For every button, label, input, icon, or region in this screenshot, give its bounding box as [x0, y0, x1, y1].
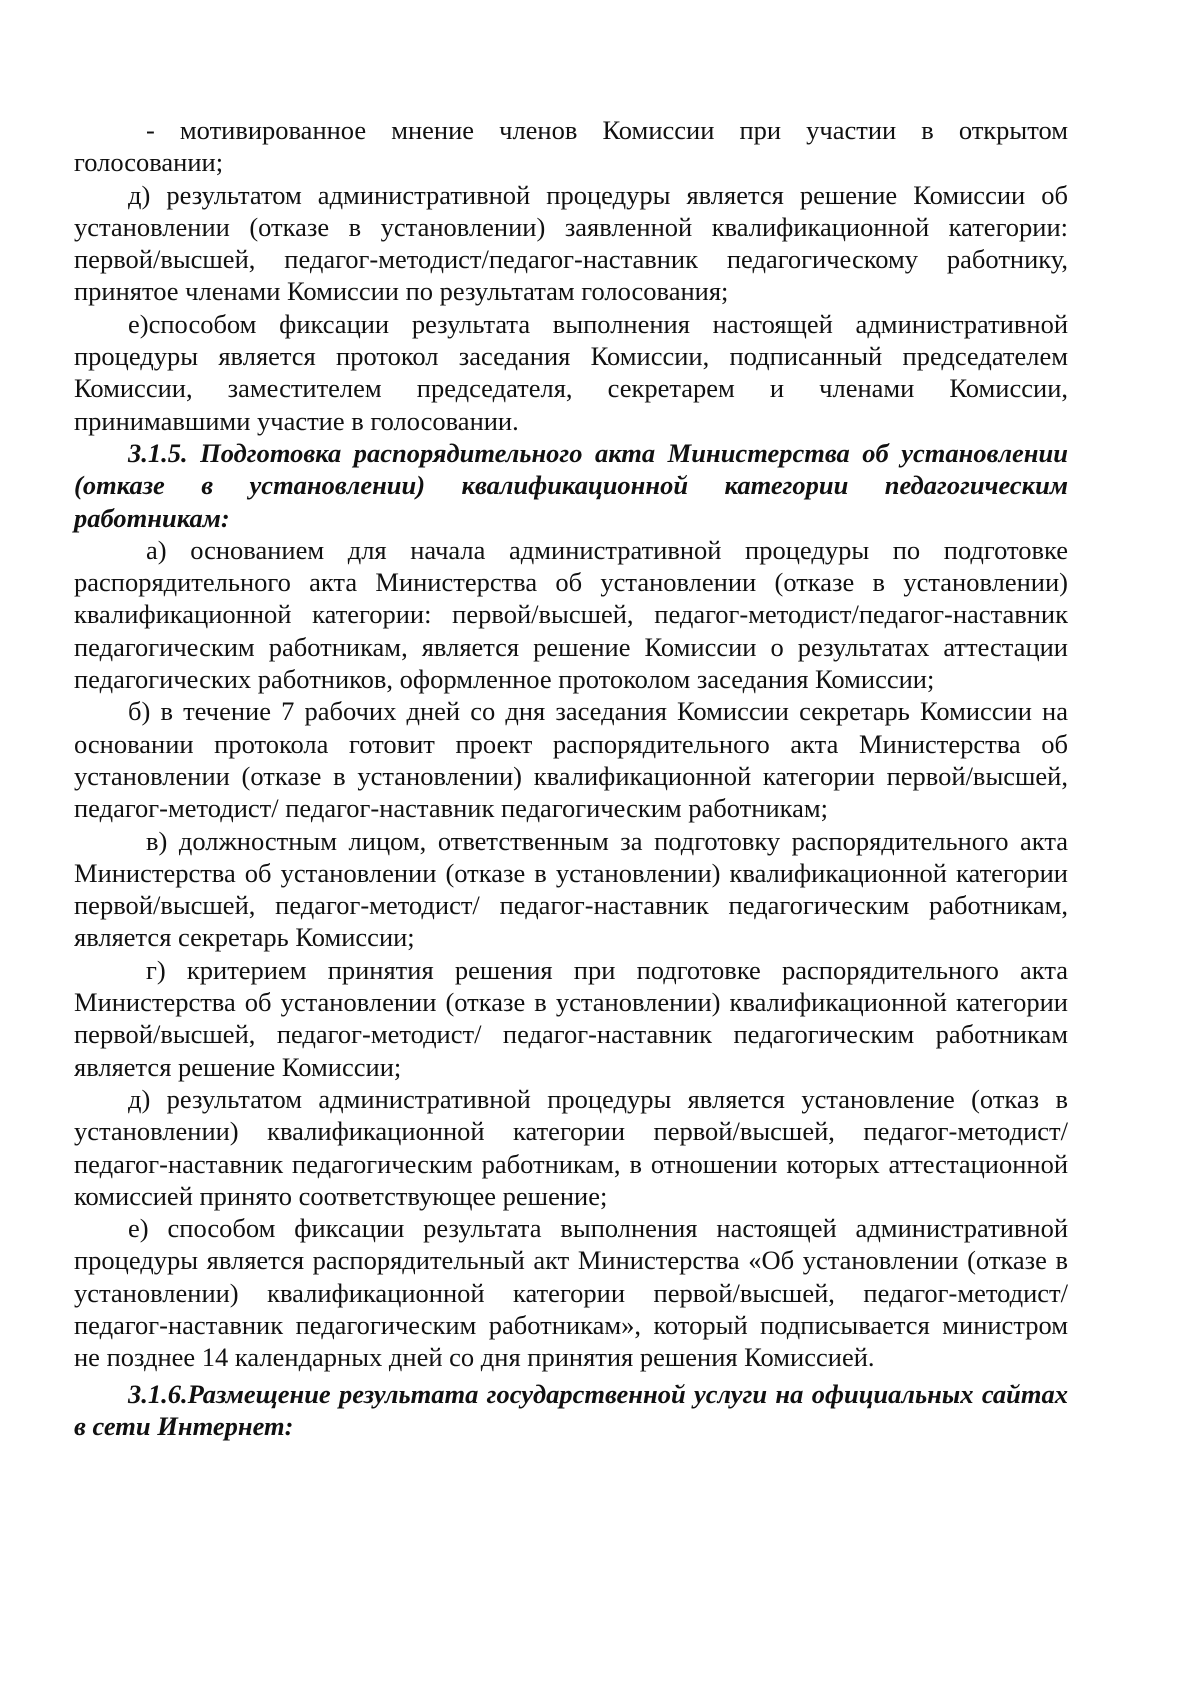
paragraph-d-establishment: д) результатом административной процедуры является установление (отказ в установлении) квалификационной категории первой/высшей, педагог-методист/ педагог-наставник педагогическим работникам, в отношении которых аттестационной комиссией принято соответствующее решение; [74, 1083, 1068, 1211]
paragraph-d-commission-result: д) результатом административной процедуры является решение Комиссии об установлении (отказе в установлении) заявленной квалификационной категории: первой/высшей, педагог-методист/педагог-наставник педагогическому работнику, принятое членами Комиссии по результатам голосования; [74, 179, 1068, 307]
paragraph-v-official: в) должностным лицом, ответственным за подготовку распорядительного акта Министерства об установлении (отказе в установлении) квалификационной категории первой/высшей, педагог-методист/ педагог-наставник педагогическим работникам, является секретарь Комиссии; [74, 825, 1068, 953]
paragraph-g-criterion: г) критерием принятия решения при подготовке распорядительного акта Министерства об установлении (отказе в установлении) квалификационной категории первой/высшей, педагог-методист/ педагог-наставник педагогическим работникам является решение Комиссии; [74, 954, 1068, 1082]
paragraph-e-protocol: е)способом фиксации результата выполнения настоящей административной процедуры является протокол заседания Комиссии, подписанный председателем Комиссии, заместителем председателя, секретарем и членами Комиссии, принимавшими участие в голосовании. [74, 308, 1068, 436]
document-page [74, 114, 1068, 1442]
section-heading-3-1-5: 3.1.5. Подготовка распорядительного акта Министерства об установлении (отказе в установлении) квалификационной категории педагогическим работникам: [74, 437, 1068, 533]
paragraph-b-seven-days: б) в течение 7 рабочих дней со дня заседания Комиссии секретарь Комиссии на основании протокола готовит проект распорядительного акта Министерства об установлении (отказе в установлении) квалификационной категории первой/высшей, педагог-методист/ педагог-наставник педагогическим работникам; [74, 696, 1068, 824]
paragraph-motivated-opinion: - мотивированное мнение членов Комиссии при участии в открытом голосовании; [74, 115, 1068, 178]
paragraph-a-basis: а) основанием для начала административной процедуры по подготовке распорядительного акта Министерства об установлении (отказе в установлении) квалификационной категории: первой/высшей, педагог-методист/педагог-наставник педагогическим работникам, является решение Комиссии о результатах аттестации педагогических работников, оформленное протоколом заседания Комиссии; [74, 534, 1068, 695]
section-heading-3-1-6: 3.1.6.Размещение результата государственной услуги на официальных сайтах в сети Интернет: [74, 1378, 1068, 1441]
paragraph-e-ministry-act: е) способом фиксации результата выполнения настоящей административной процедуры является распорядительный акт Министерства «Об установлении (отказе в установлении) квалификационной категории первой/высшей, педагог-методист/ педагог-наставник педагогическим работникам», который подписывается министром не позднее 14 календарных дней со дня принятия решения Комиссией. [74, 1213, 1068, 1373]
